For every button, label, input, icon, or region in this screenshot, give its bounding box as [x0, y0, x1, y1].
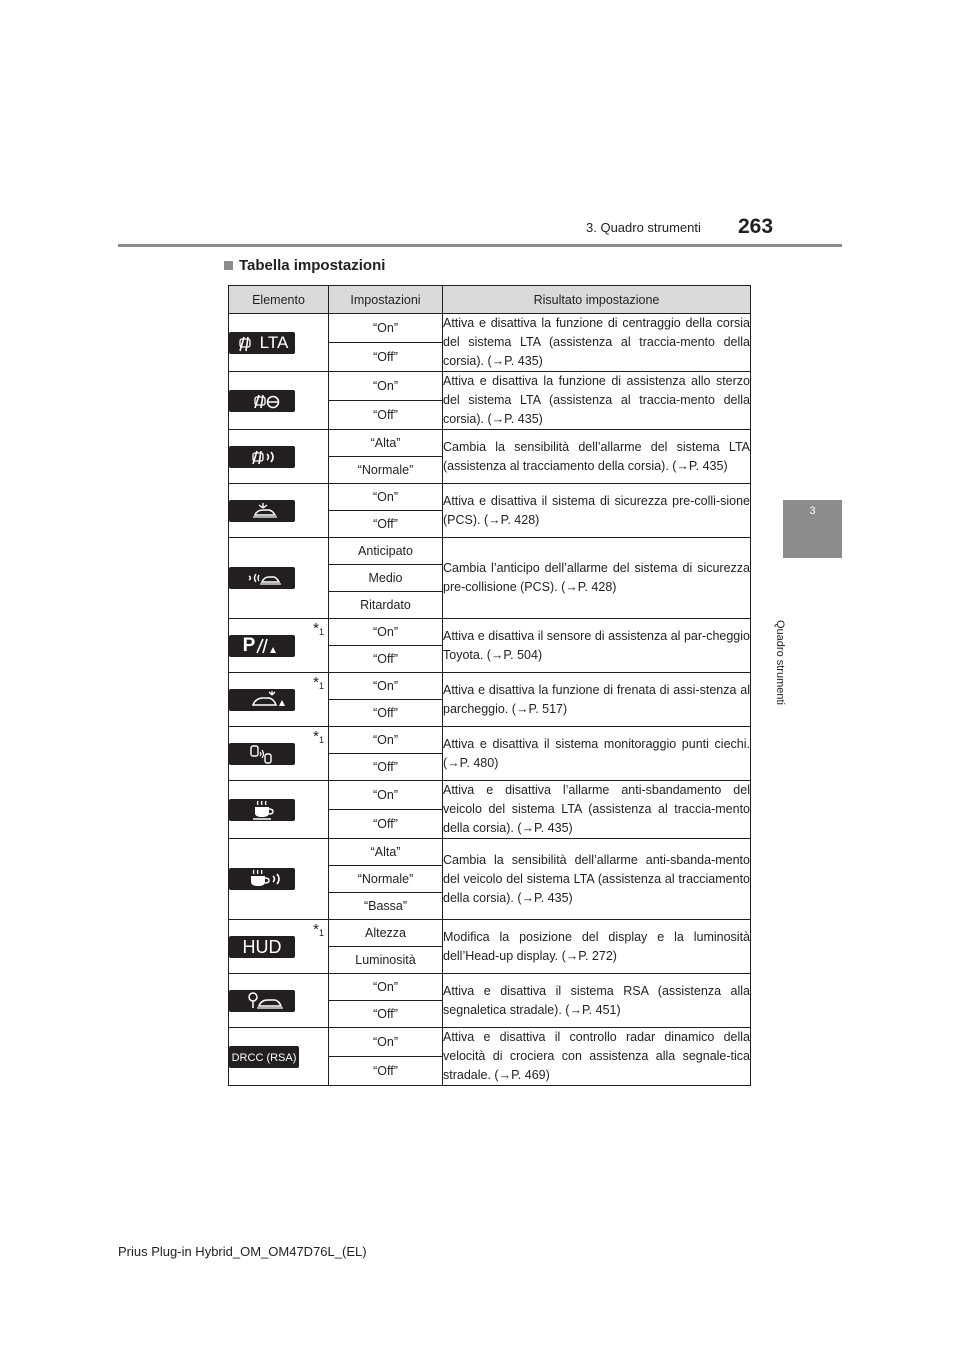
- setting-cell: Ritardato: [329, 592, 443, 619]
- setting-cell: “Off”: [329, 1057, 443, 1086]
- result-cell: Attiva e disattiva la funzione di frenata di assi-stenza al parcheggio. (→P. 517): [443, 673, 751, 727]
- setting-cell: “Normale”: [329, 457, 443, 484]
- element-cell: [229, 619, 329, 673]
- lane-alert-sensitivity-icon: [229, 446, 295, 468]
- table-row: [229, 839, 751, 866]
- setting-cell: “On”: [329, 974, 443, 1001]
- table-row: [229, 372, 751, 401]
- setting-cell: “Alta”: [329, 839, 443, 866]
- element-cell: [229, 372, 329, 430]
- icon-text: DRCC (RSA): [231, 1051, 297, 1064]
- setting-cell: “On”: [329, 781, 443, 810]
- setting-cell: “Off”: [329, 754, 443, 781]
- side-tab-number: 3: [809, 505, 816, 517]
- setting-cell: “Bassa”: [329, 893, 443, 920]
- setting-cell: “Off”: [329, 646, 443, 673]
- table-row: [229, 484, 751, 511]
- table-row: [229, 727, 751, 754]
- pcs-timing-icon: [229, 567, 295, 589]
- result-cell: Modifica la posizione del display e la luminosità dell’Head-up display. (→P. 272): [443, 920, 751, 974]
- footer-model: Prius Plug-in Hybrid_OM_OM47D76L_(EL): [118, 1244, 367, 1259]
- icon-text: P: [242, 634, 256, 656]
- element-cell: [229, 430, 329, 484]
- chapter-header: 3. Quadro strumenti: [586, 220, 701, 235]
- element-cell: [229, 1028, 329, 1086]
- table-body: [229, 314, 751, 1086]
- icon-text: HUD: [242, 936, 282, 957]
- element-cell: [229, 781, 329, 839]
- parking-brake-assist-icon: [229, 689, 295, 711]
- setting-cell: “On”: [329, 484, 443, 511]
- setting-cell: “On”: [329, 1028, 443, 1057]
- result-cell: Attiva e disattiva la funzione di assistenza allo sterzo del sistema LTA (assistenza al traccia-mento della corsia). (→P. 435): [443, 372, 751, 430]
- drcc-rsa-icon: [229, 1046, 299, 1068]
- setting-cell: “Off”: [329, 700, 443, 727]
- parking-sensor-icon: [229, 635, 295, 657]
- setting-cell: “Off”: [329, 810, 443, 839]
- section-title: [224, 257, 385, 274]
- result-cell: Attiva e disattiva il sistema di sicurezza pre-colli-sione (PCS). (→P. 428): [443, 484, 751, 538]
- element-cell: [229, 839, 329, 920]
- table-row: [229, 619, 751, 646]
- table-row: [229, 974, 751, 1001]
- square-bullet-icon: [224, 261, 233, 270]
- coffee-cup-icon: [229, 799, 295, 821]
- setting-cell: “On”: [329, 372, 443, 401]
- hud-icon: [229, 936, 295, 958]
- setting-cell: “On”: [329, 314, 443, 343]
- header-rule: [118, 244, 842, 247]
- element-cell: [229, 727, 329, 781]
- setting-cell: “On”: [329, 619, 443, 646]
- setting-cell: “Alta”: [329, 430, 443, 457]
- table-row: [229, 673, 751, 700]
- table-header-row: [229, 286, 751, 314]
- header-impostazioni: Impostazioni: [329, 286, 443, 314]
- side-label-text: Quadro strumenti: [774, 620, 786, 705]
- footnote-number: 1: [318, 627, 324, 637]
- setting-cell: Luminosità: [329, 947, 443, 974]
- footnote-marker: $*_1$: [313, 728, 324, 745]
- table-row: [229, 781, 751, 810]
- footnote-number: 1: [318, 928, 324, 938]
- pcs-icon: [229, 500, 295, 522]
- rsa-icon: [229, 990, 295, 1012]
- result-cell: Attiva e disattiva il sensore di assistenza al par-cheggio Toyota. (→P. 504): [443, 619, 751, 673]
- setting-cell: “Off”: [329, 343, 443, 372]
- element-cell: [229, 920, 329, 974]
- setting-cell: “Off”: [329, 511, 443, 538]
- result-cell: Cambia la sensibilità dell’allarme anti-sbanda-mento del veicolo del sistema LTA (assistenza al tracciamento della corsia). (→P. 435): [443, 839, 751, 920]
- side-tab: [783, 500, 842, 558]
- footnote-number: 1: [318, 681, 324, 691]
- element-cell: [229, 314, 329, 372]
- footnote-number: 1: [318, 735, 324, 745]
- result-cell: Attiva e disattiva l’allarme anti-sbandamento del veicolo del sistema LTA (assistenza al traccia-mento della corsia). (→P. 435): [443, 781, 751, 839]
- setting-cell: “On”: [329, 727, 443, 754]
- side-label: [774, 620, 800, 760]
- setting-cell: Anticipato: [329, 538, 443, 565]
- footnote-marker: $*_1$: [313, 674, 324, 691]
- steering-assist-icon: [229, 390, 295, 412]
- setting-cell: “Normale”: [329, 866, 443, 893]
- element-cell: [229, 673, 329, 727]
- result-cell: Cambia la sensibilità dell’allarme del sistema LTA (assistenza al tracciamento della corsia). (→P. 435): [443, 430, 751, 484]
- table-row: [229, 1028, 751, 1057]
- footnote-marker: $*_1$: [313, 921, 324, 938]
- header-elemento: Elemento: [229, 286, 329, 314]
- setting-cell: Altezza: [329, 920, 443, 947]
- table-row: [229, 430, 751, 457]
- table-row: [229, 314, 751, 343]
- element-cell: [229, 974, 329, 1028]
- settings-table: [228, 285, 751, 1086]
- element-cell: [229, 484, 329, 538]
- result-cell: Attiva e disattiva il sistema RSA (assistenza alla segnaletica stradale). (→P. 451): [443, 974, 751, 1028]
- setting-cell: “On”: [329, 673, 443, 700]
- result-cell: Attiva e disattiva il sistema monitoraggio punti ciechi. (→P. 480): [443, 727, 751, 781]
- footnote-marker: $*_1$: [313, 620, 324, 637]
- result-cell: Attiva e disattiva la funzione di centraggio della corsia del sistema LTA (assistenza al traccia-mento della corsia). (→P. 435): [443, 314, 751, 372]
- blind-spot-monitor-icon: [229, 743, 295, 765]
- table-row: [229, 920, 751, 947]
- setting-cell: “Off”: [329, 401, 443, 430]
- result-cell: Attiva e disattiva il controllo radar dinamico della velocità di crociera con assistenza alla segnale-tica stradale. (→P. 469): [443, 1028, 751, 1086]
- result-cell: Cambia l’anticipo dell’allarme del sistema di sicurezza pre-collisione (PCS). (→P. 428): [443, 538, 751, 619]
- header-risultato: Risultato impostazione: [443, 286, 751, 314]
- table-row: [229, 538, 751, 565]
- setting-cell: Medio: [329, 565, 443, 592]
- setting-cell: “Off”: [329, 1001, 443, 1028]
- icon-text: LTA: [259, 332, 289, 352]
- section-title-text: Tabella impostazioni: [239, 257, 386, 274]
- lta-icon: [229, 332, 295, 354]
- element-cell: [229, 538, 329, 619]
- page-number: 263: [738, 215, 774, 238]
- coffee-cup-sensitivity-icon: [229, 868, 295, 890]
